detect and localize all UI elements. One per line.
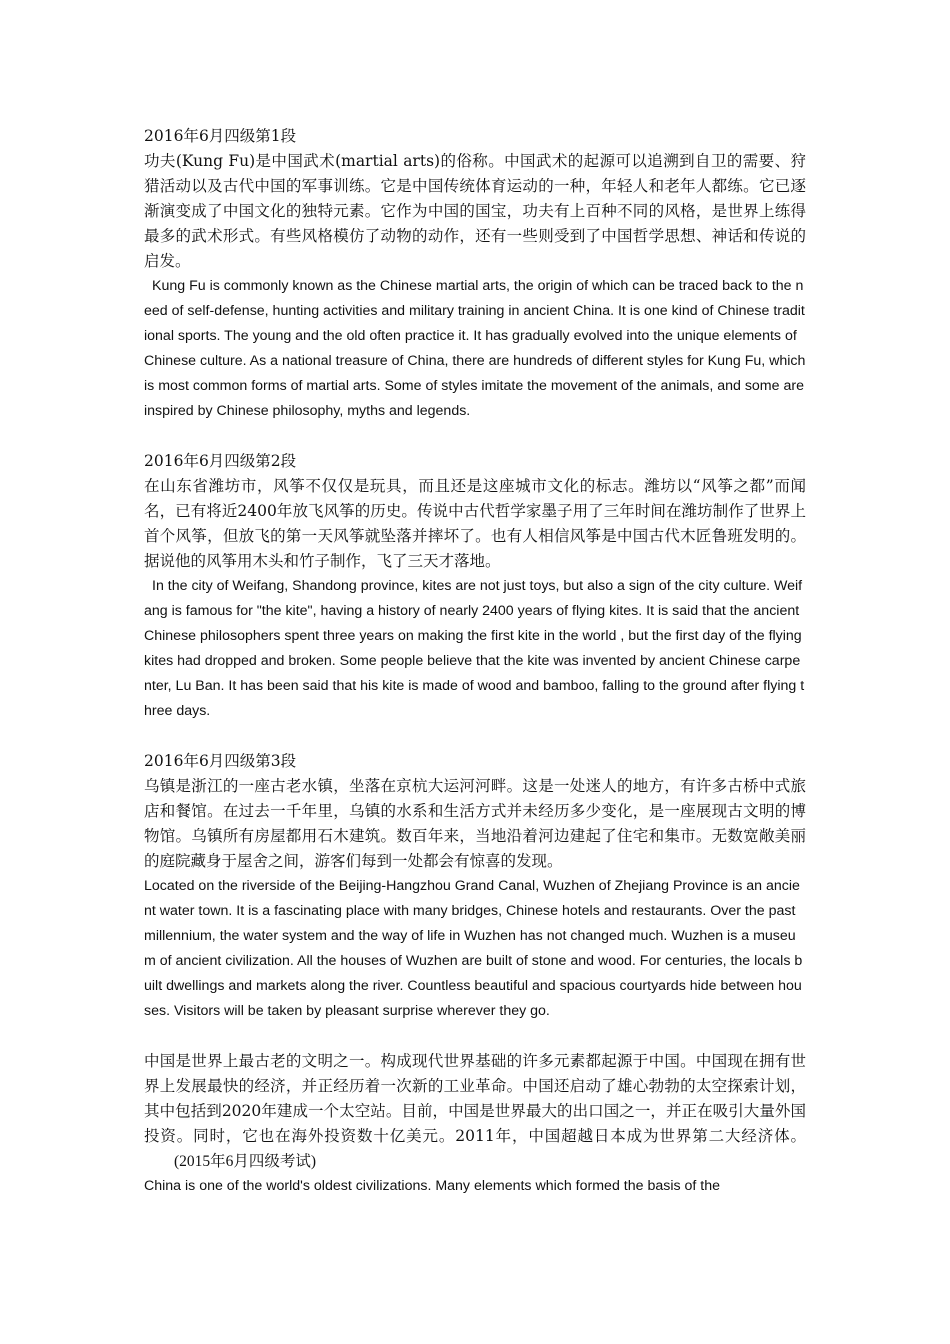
passage-4: [144, 1049, 806, 1199]
chinese-text-body: 中国是世界上最古老的文明之一。构成现代世界基础的许多元素都起源于中国。中国现在拥有世界上发展最快的经济，并正经历着一次新的工业革命。中国还启动了雄心勃勃的太空探索计划，其中包括到2020年建成一个太空站。目前，中国是世界最大的出口国之一，并正在吸引大量外国投资。同时，它也在海外投资数十亿美元。2011年，中国超越日本成为世界第二大经济体。: [144, 1052, 806, 1145]
spacer: [144, 1024, 806, 1049]
passage-heading: 2016年6月四级第1段: [144, 127, 297, 145]
spacer: [144, 724, 806, 749]
exam-source-note: (2015年6月四级考试): [174, 1153, 317, 1170]
passage-heading: 2016年6月四级第2段: [144, 452, 297, 470]
document-body: [144, 124, 806, 1199]
passage-1: [144, 124, 806, 424]
chinese-text: 功夫(Kung Fu)是中国武术(martial arts)的俗称。中国武术的起源可以追溯到自卫的需要、狩猎活动以及古代中国的军事训练。它是中国传统体育运动的一种，年轻人和老年人都练。它已逐渐演变成了中国文化的独特元素。它作为中国的国宝，功夫有上百种不同的风格，是世界上练得最多的武术形式。有些风格模仿了动物的动作，还有一些则受到了中国哲学思想、神话和传说的启发。: [144, 152, 806, 270]
english-translation: China is one of the world's oldest civilizations. Many elements which formed the basis of the: [144, 1178, 721, 1194]
passage-2: [144, 449, 806, 724]
passage-3: [144, 749, 806, 1024]
english-translation: Located on the riverside of the Beijing-Hangzhou Grand Canal, Wuzhen of Zhejiang Province is an ancient water town. It is a fascinating place with many bridges, Chinese hotels and restaurants. Over the past millennium, the water system and the way of life in Wuzhen has not changed much. Wuzhen is a museum of ancient civilization. All the houses of Wuzhen are built of stone and wood. For centuries, the locals built dwellings and markets along the river. Countless beautiful and spacious courtyards hide between houses. Visitors will be taken by pleasant surprise wherever they go.: [144, 878, 803, 1019]
english-translation: Kung Fu is commonly known as the Chinese martial arts, the origin of which can be traced back to the need of self-defense, hunting activities and military training in ancient China. It is one kind of Chinese traditional sports. The young and the old often practice it. It has gradually evolved into the unique elements of Chinese culture. As a national treasure of China, there are hundreds of different styles for Kung Fu, which is most common forms of martial arts. Some of styles imitate the movement of the animals, and some are inspired by Chinese philosophy, myths and legends.: [144, 278, 806, 419]
passage-heading: 2016年6月四级第3段: [144, 752, 297, 770]
spacer: [144, 424, 806, 449]
chinese-text: 在山东省潍坊市，风筝不仅仅是玩具，而且还是这座城市文化的标志。潍坊以“风筝之都”而闻名，已有将近2400年放飞风筝的历史。传说中古代哲学家墨子用了三年时间在潍坊制作了世界上首个风筝，但放飞的第一天风筝就坠落并摔坏了。也有人相信风筝是中国古代木匠鲁班发明的。据说他的风筝用木头和竹子制作，飞了三天才落地。: [144, 477, 806, 570]
english-translation: In the city of Weifang, Shandong province, kites are not just toys, but also a sign of the city culture. Weifang is famous for "the kite", having a history of nearly 2400 years of flying kites. It is said that the ancient Chinese philosophers spent three years on making the first kite in the world , but the first day of the flying kites had dropped and broken. Some people believe that the kite was invented by ancient Chinese carpenter, Lu Ban. It has been said that his kite is made of wood and bamboo, falling to the ground after flying three days.: [144, 578, 805, 719]
chinese-text: [144, 1049, 806, 1174]
chinese-text: 乌镇是浙江的一座古老水镇，坐落在京杭大运河河畔。这是一处迷人的地方，有许多古桥中式旅店和餐馆。在过去一千年里，乌镇的水系和生活方式并未经历多少变化，是一座展现古文明的博物馆。乌镇所有房屋都用石木建筑。数百年来，当地沿着河边建起了住宅和集市。无数宽敞美丽的庭院藏身于屋舍之间，游客们每到一处都会有惊喜的发现。: [144, 777, 806, 870]
